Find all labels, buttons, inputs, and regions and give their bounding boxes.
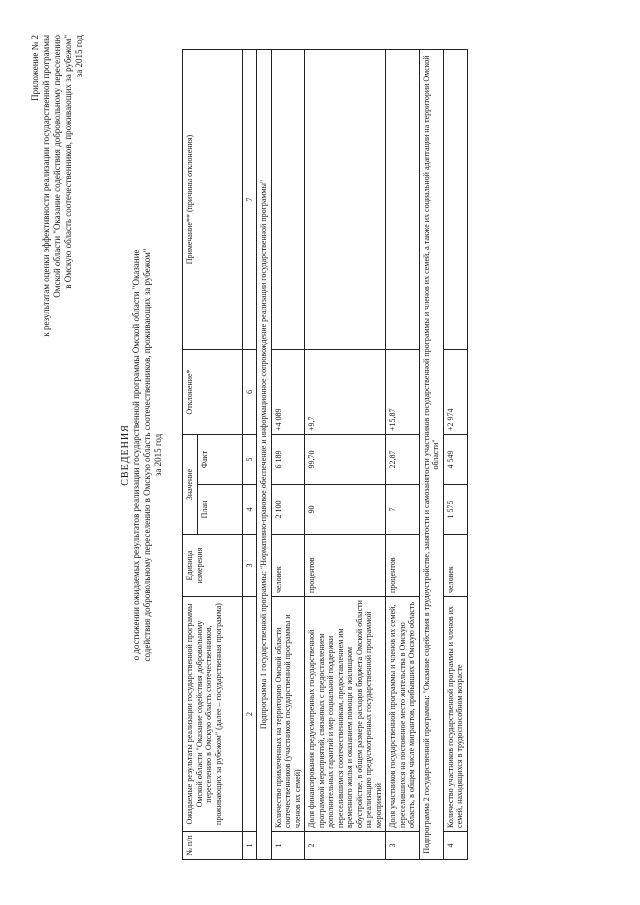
header-unit: Единица измерения <box>183 535 243 597</box>
row-deviation: +2 974 <box>443 350 467 435</box>
column-number: 4 <box>242 485 257 535</box>
annex-line: к результатам оценки эффективности реализации государственной программы <box>41 35 51 337</box>
row-result: Количество участников государственной программы и членов их семей, находящихся в трудоспособном возрасте <box>443 597 467 832</box>
annex-header <box>30 35 85 485</box>
column-number: 6 <box>242 350 257 435</box>
results-table <box>182 49 468 860</box>
annex-line: Омской области "Оказание содействия добровольному переселению <box>52 35 62 298</box>
row-result: Количество привлеченных на территорию Омской области соотечественников (участников государственной программы и членов их семей) <box>271 597 305 832</box>
row-result: Доля финансирования предусмотренных государственной программой мероприятий, связанных с предоставлением дополнительных гарантий и мер социальной поддержки переселившимся соотечественникам, предоставлением им временного жилья и оказанием помощи в жилищном обустройстве, в общем размере расходов бюджета Омской области на реализацию предусмотренных государственной программой мероприятий <box>305 597 386 832</box>
row-result: Доля участников государственной программы и членов их семей, переселившихся на постоянное место жительства в Омскую область, в общем числе мигрантов, прибывших в Омскую область <box>386 597 420 832</box>
column-number: 3 <box>242 535 257 597</box>
row-unit: человек <box>443 535 467 597</box>
subprogram-row <box>257 50 272 860</box>
document-title: СВЕДЕНИЯ <box>120 424 131 486</box>
row-unit: процентов <box>305 535 386 597</box>
row-unit: человек <box>271 535 305 597</box>
row-fact: 99,70 <box>305 435 386 485</box>
row-note <box>305 50 386 350</box>
heading-line: о достижении ожидаемых результатов реализации государственной программы Омской области "Оказание <box>131 249 141 661</box>
subprogram-row <box>419 50 443 860</box>
column-number-row <box>242 50 257 860</box>
row-plan: 1 575 <box>443 485 467 535</box>
row-unit: процентов <box>386 535 420 597</box>
row-plan: 2 100 <box>271 485 305 535</box>
subprogram-1-title: Подпрограмма 1 государственной программы: "Нормативно-правовое обеспечение и информационное сопровождение реализации государственной программы" <box>257 50 272 860</box>
column-number: 7 <box>242 50 257 350</box>
row-num: 3 <box>386 832 420 860</box>
table-row <box>443 50 467 860</box>
header-value: Значение <box>183 435 198 535</box>
table-row <box>386 50 420 860</box>
header-plan: План <box>197 485 242 535</box>
row-fact: 22,87 <box>386 435 420 485</box>
row-deviation: +15,87 <box>386 350 420 435</box>
annex-year: за 2015 год <box>74 35 84 78</box>
heading-line: содействия добровольному переселению в Омскую область соотечественников, проживающих за рубежом" <box>142 248 152 662</box>
header-fact: Факт <box>197 435 242 485</box>
subprogram-2-title: Подпрограмма 2 государственной программы: "Оказание содействия в трудоустройстве, занятости и самозанятости участников государственной программы и членов их семей, а также их социальной адаптации на территории Омской области" <box>419 50 443 860</box>
document-heading <box>120 145 164 765</box>
table-row <box>271 50 305 860</box>
annex-number: Приложение № 2 <box>30 35 40 101</box>
row-deviation: +9,7 <box>305 350 386 435</box>
row-note <box>271 50 305 350</box>
heading-year: за 2015 год <box>153 433 163 477</box>
row-note <box>386 50 420 350</box>
column-number: 1 <box>242 832 257 860</box>
header-deviation: Отклонение* <box>183 350 243 435</box>
row-num: 2 <box>305 832 386 860</box>
row-note <box>443 50 467 350</box>
annex-line: в Омскую область соотечественников, проживающих за рубежом" <box>63 35 73 289</box>
table-header-row <box>183 50 198 860</box>
column-number: 5 <box>242 435 257 485</box>
row-num: 1 <box>271 832 305 860</box>
header-result: Ожидаемые результаты реализации государственной программы Омской области "Оказание содействия добровольному переселению в Омскую область соотечественников, проживающих за рубежом" (далее – государственная программа) <box>183 597 243 832</box>
column-number: 2 <box>242 597 257 832</box>
header-num: № п/п <box>183 832 243 860</box>
row-fact: 6 189 <box>271 435 305 485</box>
row-plan: 7 <box>386 485 420 535</box>
row-num: 4 <box>443 832 467 860</box>
header-note: Примечание** (причины отклонения) <box>183 50 243 350</box>
table-row <box>305 50 386 860</box>
row-fact: 4 549 <box>443 435 467 485</box>
row-plan: 90 <box>305 485 386 535</box>
row-deviation: +4 089 <box>271 350 305 435</box>
